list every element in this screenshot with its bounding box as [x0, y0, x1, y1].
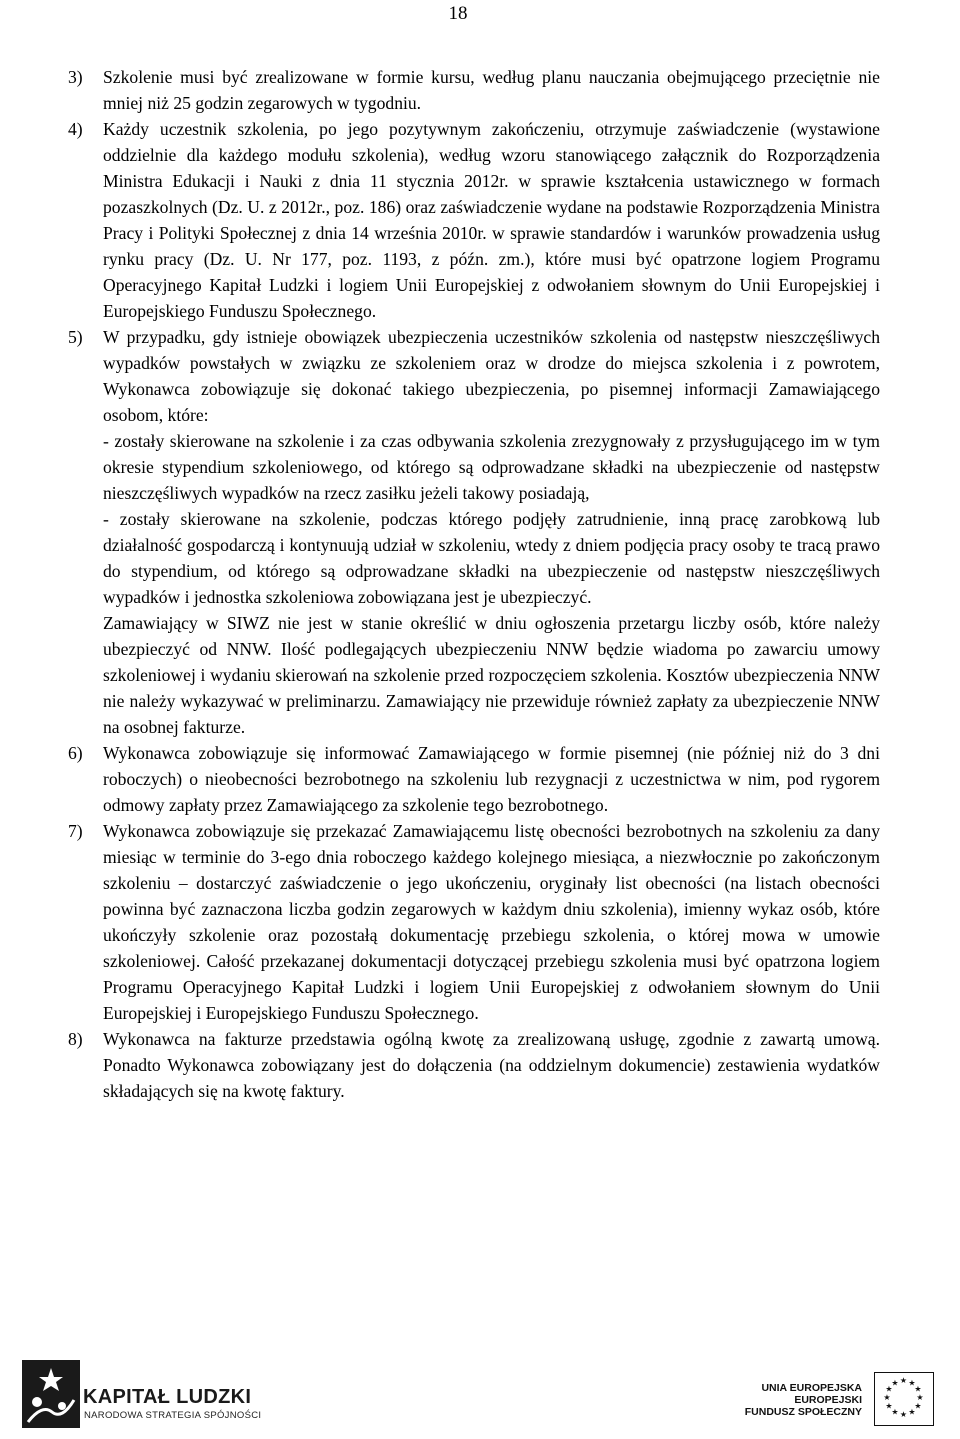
kapital-ludzki-title: KAPITAŁ LUDZKI	[83, 1386, 252, 1408]
eu-efs-logo	[742, 1372, 937, 1428]
svg-text:★: ★	[883, 1393, 891, 1402]
paragraph: Wykonawca zobowiązuje się przekazać Zamawiającemu listę obecności bezrobotnych na szkoleniu za dany miesiąc w terminie do 3-ego dnia roboczego każdego kolejnego miesiąca, a niezwłocznie po zakończonym szkoleniu – dostarczyć zaświadczenie o jego ukończeniu, oryginały list obecności (na listach obecności powinna być zaznaczona liczba godzin zegarowych w każdym dniu szkolenia), imienny wykaz osób, które ukończyły szkolenie oraz pozostałą dokumentację przebiegu szkolenia, o której mowa w umowie szkoleniowej. Całość przekazanej dokumentacji dotyczącej przebiegu szkolenia musi być opatrzona logiem Programu Operacyjnego Kapitał Ludzki i logiem Unii Europejskiej z odwołaniem słownym do Unii Europejskiej i Europejskiego Funduszu Społecznego.	[103, 821, 880, 1023]
svg-text:★: ★	[908, 1407, 916, 1417]
svg-text:★: ★	[914, 1384, 922, 1394]
item-number: 5)	[68, 327, 83, 347]
kapital-ludzki-subtitle: NARODOWA STRATEGIA SPÓJNOŚCI	[84, 1410, 262, 1421]
eu-flag	[874, 1372, 934, 1426]
eu-line-2: EUROPEJSKI	[794, 1394, 862, 1406]
svg-text:★: ★	[899, 1410, 908, 1419]
svg-text:★: ★	[908, 1378, 916, 1388]
eu-line-1: UNIA EUROPEJSKA	[761, 1382, 862, 1394]
svg-text:★: ★	[891, 1378, 899, 1388]
document-body	[68, 64, 880, 1104]
paragraph: W przypadku, gdy istnieje obowiązek ubezpieczenia uczestników szkolenia od następstw nieszczęśliwych wypadków powstałych w związku ze szkoleniem oraz w drodze do miejsca szkolenia i z powrotem, Wykonawca zobowiązuje się dokonać takiego ubezpieczenia, po pisemnej informacji Zamawiającego osobom, które:	[103, 327, 880, 425]
item-number: 6)	[68, 743, 83, 763]
paragraph: Zamawiający w SIWZ nie jest w stanie określić w dniu ogłoszenia przetargu liczby osób, które należy ubezpieczyć od NNW. Ilość podlegających ubezpieczeniu NNW będzie wiadoma po zawarciu umowy szkoleniowej i wydaniu skierowań na szkolenie przed rozpoczęciem szkolenia. Kosztów ubezpieczenia NNW nie należy wykazywać w preliminarzu. Zamawiający nie przewiduje również zapłaty za ubezpieczenie NNW na osobnej fakturze.	[103, 613, 880, 737]
list-item-4	[68, 116, 880, 324]
svg-text:★: ★	[891, 1407, 899, 1417]
svg-text:★: ★	[914, 1401, 922, 1411]
list-item-7	[68, 818, 880, 1026]
paragraph-bullet: - zostały skierowane na szkolenie, podczas którego podjęły zatrudnienie, inną pracę zarobkową lub działalność gospodarczą i kontynuują udział w szkoleniu, wtedy z dniem podjęcia pracy osoby te tracą prawo do stypendium, od którego są odprowadzane składki na ubezpieczenie od następstw nieszczęśliwych wypadków i jednostka szkoleniowa zobowiązana jest je ubezpieczyć.	[103, 509, 880, 607]
item-number: 7)	[68, 821, 83, 841]
paragraph: Wykonawca na fakturze przedstawia ogólną kwotę za zrealizowaną usługę, zgodnie z zawartą umową. Ponadto Wykonawca zobowiązany jest do dołączenia (na oddzielnym dokumencie) zestawienia wydatków składających się na kwotę faktury.	[103, 1029, 880, 1101]
svg-text:★: ★	[916, 1393, 924, 1402]
paragraph: Każdy uczestnik szkolenia, po jego pozytywnym zakończeniu, otrzymuje zaświadczenie (wystawione oddzielnie dla każdego modułu szkolenia), według wzoru stanowiącego załącznik do Rozporządzenia Ministra Edukacji i Nauki z dnia 11 stycznia 2012r. w sprawie kształcenia ustawicznego w formach pozaszkolnych (Dz. U. z 2012r., poz. 186) oraz zaświadczenie wydane na podstawie Rozporządzenia Ministra Pracy i Polityki Społecznej z dnia 14 września 2010r. w sprawie standardów i warunków prowadzenia usług rynku pracy (Dz. U. Nr 177, poz. 1193, z późn. zm.), które musi być opatrzone logiem Programu Operacyjnego Kapitał Ludzki i logiem Unii Europejskiej z odwołaniem słownym do Unii Europejskiej i Europejskiego Funduszu Społecznego.	[103, 119, 880, 321]
paragraph-bullet: - zostały skierowane na szkolenie i za czas odbywania szkolenia zrezygnowały z przysługującego im w tym okresie stypendium szkoleniowego, od którego są odprowadzane składki na ubezpieczenie od następstw nieszczęśliwych wypadków na rzecz zasiłku jeżeli takowy posiadają,	[103, 431, 880, 503]
kapital-ludzki-emblem-icon	[22, 1360, 80, 1428]
item-number: 4)	[68, 119, 83, 139]
list-item-6	[68, 740, 880, 818]
page-number: 18	[448, 3, 468, 24]
item-number: 3)	[68, 67, 83, 87]
paragraph: Wykonawca zobowiązuje się informować Zamawiającego w formie pisemnej (nie później niż do 3 dni roboczych) o nieobecności bezrobotnego na szkoleniu lub rezygnacji z uczestnictwa w nim, pod rygorem odmowy zapłaty przez Zamawiającego za szkolenie tego bezrobotnego.	[103, 743, 880, 815]
svg-text:★: ★	[899, 1376, 908, 1385]
eu-efs-text	[742, 1382, 862, 1418]
kapital-ludzki-logo	[22, 1360, 272, 1428]
paragraph: Szkolenie musi być zrealizowane w formie kursu, według planu nauczania obejmującego przeciętnie nie mniej niż 25 godzin zegarowych w tygodniu.	[103, 67, 880, 113]
item-number: 8)	[68, 1029, 83, 1049]
svg-text:★: ★	[885, 1401, 893, 1411]
list-item-3	[68, 64, 880, 116]
eu-line-3: FUNDUSZ SPOŁECZNY	[744, 1406, 862, 1418]
svg-text:★: ★	[885, 1384, 893, 1394]
eu-stars-icon	[875, 1373, 932, 1424]
list-item-8	[68, 1026, 880, 1104]
list-item-5	[68, 324, 880, 740]
